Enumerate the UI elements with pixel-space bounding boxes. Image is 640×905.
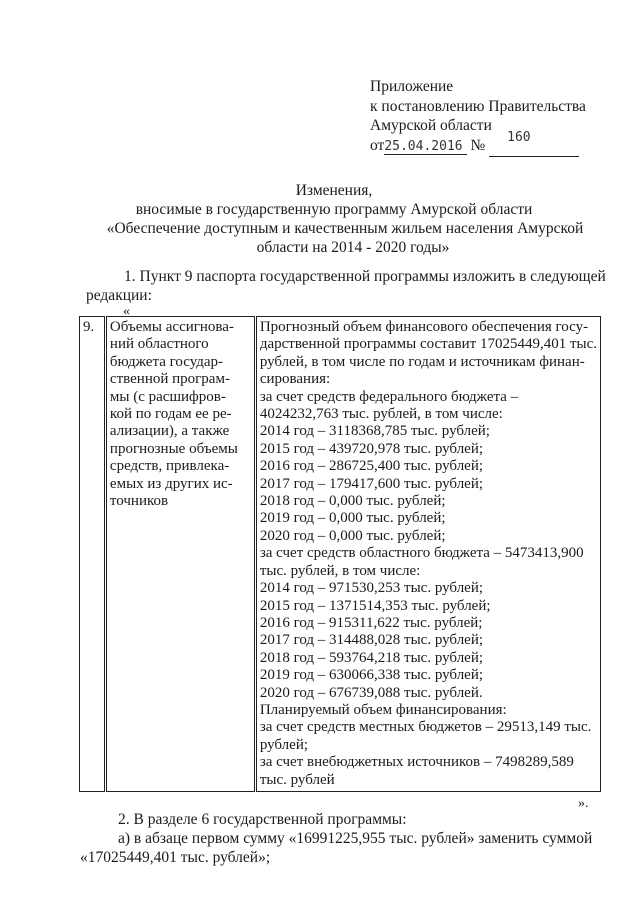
content-line: 2019 год – 630066,338 тыс. рублей; [259, 667, 484, 684]
row-number: 9. [80, 317, 106, 792]
label-line: средств, привлека- [109, 458, 230, 475]
item2: 2. В разделе 6 государственной программы: [118, 811, 407, 828]
content-line: 2015 год – 1371514,353 тыс. рублей; [259, 597, 491, 614]
label-line: мы (с расшифров- [109, 388, 226, 405]
item1-line-1: 1. Пункт 9 паспорта государственной программы изложить в следующей [124, 268, 606, 285]
heading-line-0: Изменения, [295, 182, 373, 199]
content-line: 2020 год – 0,000 тыс. рублей; [259, 527, 446, 544]
heading-line-1: вносимые в государственную программу Амурской области [135, 201, 533, 218]
content-line: рублей, в том числе по годам и источникам финан- [259, 353, 585, 370]
content-line: за счет средств местных бюджетов – 29513,149 тыс. [259, 719, 592, 736]
label-line: ственной програм- [109, 371, 230, 388]
label-line: Объемы ассигнова- [109, 319, 234, 335]
appendix-line-1: к постановлению Правительства [370, 97, 586, 115]
resolution-number-field [489, 130, 579, 157]
content-line: тыс. рублей, в том числе: [259, 562, 421, 579]
content-line: тыс. рублей [259, 771, 335, 788]
passport-table [79, 316, 601, 792]
content-line: 2018 год – 593764,218 тыс. рублей; [259, 649, 484, 666]
content-line: за счет средств областного бюджета – 5473413,900 [259, 545, 584, 562]
appendix-line-2: Амурской области [370, 117, 492, 134]
document-heading [0, 181, 640, 257]
content-line: 4024232,763 тыс. рублей, в том числе: [259, 406, 503, 423]
content-line: Планируемый объем финансирования: [259, 701, 507, 718]
content-line: 2019 год – 0,000 тыс. рублей; [259, 510, 446, 527]
content-line: 2015 год – 439720,978 тыс. рублей; [259, 440, 484, 457]
content-line: 2016 год – 915311,622 тыс. рублей; [259, 614, 483, 631]
table-row [80, 317, 601, 792]
content-line: 2014 год – 971530,253 тыс. рублей; [259, 580, 484, 597]
content-line: 2014 год – 3118368,785 тыс. рублей; [259, 423, 490, 440]
label-line: ний областного [109, 336, 209, 353]
label-line: кой по годам ее ре- [109, 406, 232, 423]
content-line: сирования: [259, 371, 331, 388]
item1-line-2: редакции: [86, 287, 152, 304]
content-line: за счет средств федерального бюджета – [259, 388, 519, 405]
appendix-block [370, 77, 586, 157]
quote-close: ». [578, 796, 589, 811]
number-sign: № [470, 136, 486, 154]
content-line: 2017 год – 179417,600 тыс. рублей; [259, 475, 484, 492]
label-line: бюджета государ- [109, 353, 224, 370]
appendix-title: Приложение [370, 78, 454, 95]
resolution-number: 160 [507, 130, 531, 145]
label-line: емых из других ис- [109, 475, 233, 492]
content-line: 2017 год – 314488,028 тыс. рублей; [259, 632, 484, 649]
label-line: точников [109, 493, 169, 510]
content-line: рублей; [259, 736, 309, 753]
label-line: ализации), а также [109, 423, 230, 440]
row-content [255, 317, 600, 792]
content-line: Прогнозный объем финансового обеспечения госу- [259, 319, 589, 335]
resolution-date: 25.04.2016 [384, 139, 466, 155]
content-line: 2016 год – 286725,400 тыс. рублей; [259, 458, 484, 475]
heading-line-2: «Обеспечение доступным и качественным жильем населения Амурской [106, 220, 584, 237]
content-line: дарственной программы составит 17025449,401 тыс. [259, 336, 597, 353]
item2a-line-1: а) в абзаце первом сумму «16991225,955 тыс. рублей» заменить суммой [118, 830, 593, 847]
row-label [105, 317, 255, 792]
quote-open: « [123, 304, 130, 319]
heading-line-3: области на 2014 - 2020 годы» [256, 239, 450, 256]
content-line: 2020 год – 676739,088 тыс. рублей. [259, 684, 483, 701]
appendix-date-line [370, 130, 586, 158]
content-line: за счет внебюджетных источников – 7498289,589 [259, 754, 574, 771]
content-line: 2018 год – 0,000 тыс. рублей; [259, 493, 446, 510]
label-line: прогнозные объемы [109, 440, 238, 457]
date-prefix: от [370, 136, 385, 154]
item2a-line-2: «17025449,401 тыс. рублей»; [80, 849, 271, 866]
